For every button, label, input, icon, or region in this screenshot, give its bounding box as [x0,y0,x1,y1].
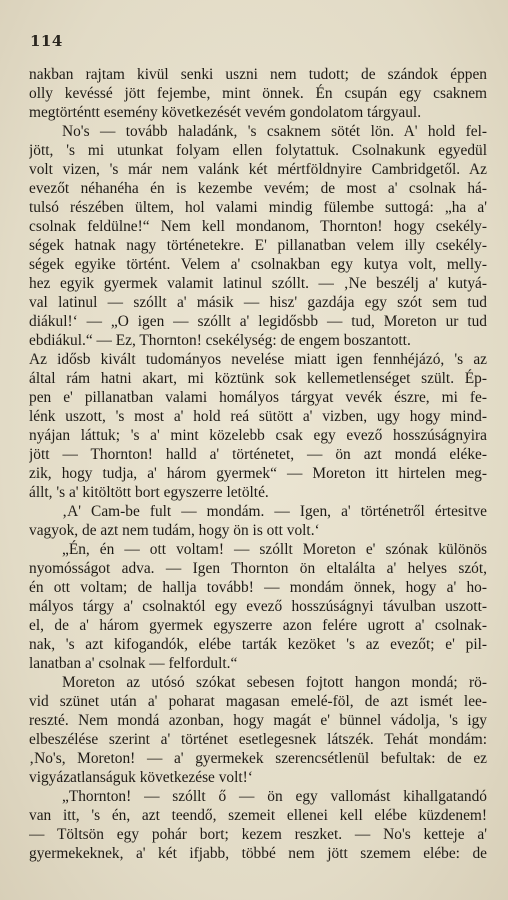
text-line: zik, hogy tudja, a' három gyermek“ — Moreton itt hirtelen meg- [29,465,487,482]
text-line: evezőt néhanéha én is kezembe vevém; de most a' csolnak há- [29,180,487,197]
text-line: vid szünet után a' poharat magasan emelé-föl, de azt ismét lee- [29,693,487,710]
page-number: 114 [30,32,63,50]
text-line: mályos tárgy a' csolnaktól egy evező hosszúságnyi távulban uszott- [29,598,487,615]
text-line: jött — Thornton! halld a' történetet, — ön azt mondá eléke- [29,446,487,463]
text-line: Moreton az utósó szókat sebesen fojtott hangon mondá; rö- [62,674,487,691]
text-line: diákul!‘ — „O igen — szóllt a' legidősbb — tud, Moreton ur tud [29,313,487,330]
text-line: — Töltsön egy pohár bort; kezem reszket. — No's ketteje a' [29,826,487,843]
text-line: „Én, én — ott voltam! — szóllt Moreton e' szónak különös [62,541,487,558]
text-line: állt, 's a' kitöltött bort egyszerre letölté. [29,484,269,501]
text-line: vigyázatlanságuk következése volt!‘ [29,769,253,786]
text-line: ‚A' Cam-be fult — mondám. — Igen, a' történetről értesitve [62,503,487,520]
text-line: nak, 's azt kifogandók, elébe tarták kezöket 's az evezőt; e' pil- [29,636,487,653]
text-line: lénk uszott, 's most a' hold reá sütött a' vizben, ugy hogy mind- [29,408,487,425]
text-line: lanatban a' csolnak — felfordult.“ [29,655,238,672]
text-line: Az idősb kivált tudományos nevelése miatt igen fennhéjázó, 's az [29,351,487,368]
text-line: nyájan láttuk; 's a' mint közelebb csak egy evező hosszúságnyira [29,427,487,444]
text-line: reszté. Nem mondá azonban, hogy magát e' bünnel vádolja, 's igy [29,712,487,729]
text-line: ségek hatnak nagy történetekre. E' pillanatban velem illy csekély- [29,237,487,254]
text-line: No's — tovább haladánk, 's csaknem sötét lön. A' hold fel- [62,123,487,140]
text-line: én ott voltam; de hallja tovább! — mondám önnek, hogy a' ho- [29,579,487,596]
text-line: olly kevéssé jött fejembe, mint önnek. Én csupán egy csaknem [29,85,487,102]
text-line: val latinul — szóllt a' másik — hisz' gazdája egy szót sem tud [29,294,487,311]
text-line: ‚No's, Moreton! — a' gyermekek szerencsétlenül befultak: de ez [29,750,487,767]
text-line: által rám hatni akart, mi köztünk sok kellemetlenséget szült. Ép- [29,370,487,387]
text-line: gyermekeknek, a' két ifjabb, többé nem jött szemem elébe: de [29,845,487,862]
text-line: jött, 's mi utunkat folyam ellen folytattuk. Csolnakunk egyedül [29,142,487,159]
text-line: tulsó részében ültem, hol valami mindig fülembe suttogá: „ha a' [29,199,487,216]
text-line: nakban rajtam kivül senki uszni nem tudott; de szándok éppen [29,66,487,83]
text-line: nyomósságot adva. — Igen Thornton ön eltalálta a' helyes szót, [29,560,487,577]
text-line: megtörténtt esemény következését vevém gondolatom tárgyaul. [29,104,422,121]
text-line: pen e' pillanatban valami homályos tárgyat vevék észre, mi fe- [29,389,487,406]
text-line: vagyok, de azt nem tudám, hogy ön is ott volt.‘ [29,522,320,539]
text-line: el, de a' három gyermek egyszerre azon felére ugrott a' csolnak- [29,617,487,634]
text-line: ségek egyike történt. Velem a' csolnakban egy kutya volt, melly- [29,256,487,273]
body-text [29,65,487,863]
text-line: „Thornton! — szóllt ő — ön egy vallomást kihallgatandó [62,788,487,805]
text-line: elbeszélése szerint a' történet esetlegesnek látszék. Tehát mondám: [29,731,487,748]
text-line: hez egyik gyermek valamit latinul szóllt. — ‚Ne beszélj a' kutyá- [29,275,487,292]
text-line: csolnak feldülne!“ Nem kell mondanom, Thornton! hogy csekély- [29,218,487,235]
text-line: volt vizen, 's már nem valánk két mértföldnyire Cambridgetől. Az [29,161,487,178]
text-line: van itt, 's én, azt teendő, szemeit ellenei kell elébe küzdenem! [29,807,487,824]
text-line: ebdiákul.“ — Ez, Thornton! csekélység: de engem boszantott. [29,332,411,349]
